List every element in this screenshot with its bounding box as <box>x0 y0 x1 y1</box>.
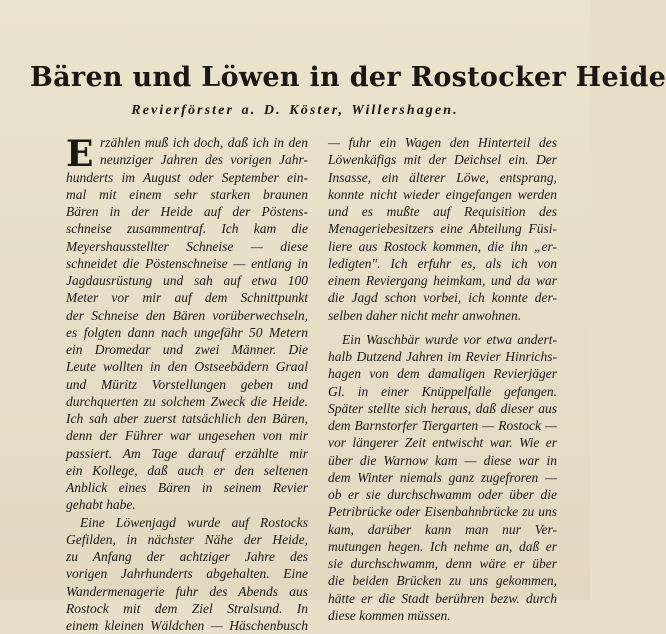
text-line: Anblick eines Bären in seinem Revier <box>66 480 308 495</box>
text-line: kam, darüber kann man nur Ver- <box>328 521 557 537</box>
text-line: und es mußte auf Requisition des <box>328 204 557 219</box>
text-line: passiert. Am Tage darauf erzählte mir <box>66 445 308 461</box>
text-line: einem kleinen Wäldchen — Häschenbusch <box>66 618 308 633</box>
text-line: und Müritz Vorstellungen geben und <box>66 376 308 392</box>
text-line: diese kommen müssen. <box>328 607 451 623</box>
text-line: vor längerer Zeit entwischt war. Wie er <box>328 435 557 451</box>
right-column <box>328 134 557 624</box>
text-line: Meter vor mir auf dem Schnittpunkt <box>66 290 308 306</box>
text-line: sie durchschwamm, denn wäre er über <box>328 556 557 571</box>
text-line: Insasse, ein älterer Löwe, entsprang, <box>328 169 557 185</box>
text-line: schneidet die Pöstenschneise — entlang in <box>66 255 308 271</box>
text-line: denn der Führer war ungesehen von mir <box>66 428 308 444</box>
text-line: konnte nicht wieder eingefangen werden <box>328 186 557 202</box>
text-line: Eine Löwenjagd wurde auf Rostocks <box>80 514 308 530</box>
text-line: schneise zusammentraf. Ich kam die <box>66 221 308 237</box>
text-line: Leute wollten in den Ostseebädern Graal <box>66 359 308 375</box>
text-line: mutungen hegen. Ich nehme an, daß er <box>328 538 557 554</box>
text-line: Wandermenagerie fuhr des Abends aus <box>66 583 308 599</box>
text-line: Ein Waschbär wurde vor etwa andert- <box>342 331 557 347</box>
text-line: durchquerten zu solchem Zweck die Heide. <box>66 393 308 409</box>
text-line: gehabt habe. <box>66 497 136 513</box>
text-line: ein Kollege, daß auch er den seltenen <box>66 462 308 478</box>
text-line: Bären in der Heide auf der Pöstens- <box>66 204 308 219</box>
text-line: Menageriebesitzers eine Abteilung Füsi- <box>328 221 557 237</box>
text-line: rzählen muß ich doch, daß ich in den <box>100 135 308 150</box>
text-line: Meyershausstellter Schneise — diese <box>66 238 308 254</box>
text-line: dem Winter niemals ganz zugefroren — <box>328 469 557 485</box>
text-line: Petribrücke oder Eisenbahnbrücke zu uns <box>328 504 557 520</box>
text-line: ledigten". Ich erfuhr es, als ich von <box>328 255 557 271</box>
text-line: Rostock mit dem Ziel Stralsund. In <box>66 600 308 616</box>
text-line: Löwenkäfigs mit der Deichsel ein. Der <box>328 152 557 168</box>
text-line: selben daher nicht mehr anwohnen. <box>328 307 522 323</box>
text-line: vorigen Jahrhunderts abgehalten. Eine <box>66 566 308 582</box>
paragraph-gap <box>328 324 557 331</box>
text-line: mal mit einem sehr starken braunen <box>66 186 308 202</box>
text-line: die Jagd schon vorbei, ich konnte der- <box>328 290 557 306</box>
text-line: Gl. in einer Knüppelfalle gefangen. <box>328 383 557 399</box>
text-line: halb Dutzend Jahren im Revier Hinrichs- <box>328 349 557 364</box>
text-line: Später stellte sich heraus, daß dieser aus <box>328 400 557 416</box>
text-line: liere aus Rostock kommen, die ihn „er- <box>328 238 557 254</box>
text-line: zu Anfang der achtziger Jahre des <box>66 549 308 564</box>
text-line: einem Reviergang heimkam, und da war <box>328 273 557 288</box>
text-line: über die Warnow kam — diese war in <box>328 452 557 468</box>
text-line: hagen von dem damaligen Revierjäger <box>328 366 557 382</box>
drop-cap: E <box>66 133 94 175</box>
article-title: Bären und Löwen in der Rostocker Heide <box>30 62 666 93</box>
left-column <box>66 134 308 634</box>
text-line: Ich sah aber zuerst tatsächlich den Bären, <box>66 411 308 426</box>
text-line: hunderts im August oder September ein- <box>66 169 308 185</box>
text-line: Gefilden, in nächster Nähe der Heide, <box>66 531 308 547</box>
text-line: Jagdausrüstung und sah auf etwa 100 <box>66 273 308 288</box>
text-line: ein Dromedar und zwei Männer. Die <box>66 342 308 357</box>
text-line: ob er sie durchschwamm oder über die <box>328 487 557 502</box>
text-line: hätte er die Stadt berühren bezw. durch <box>328 590 557 606</box>
text-line: — fuhr ein Wagen den Hinterteil des <box>328 135 557 150</box>
text-line: dem Barnstorfer Tiergarten — Rostock — <box>328 418 557 433</box>
text-line: es folgten dann nach ungefähr 50 Metern <box>66 324 308 340</box>
article-byline: Revierförster a. D. Köster, Willershagen. <box>131 103 459 118</box>
text-line: die beiden Brücken zu uns gekommen, <box>328 573 557 589</box>
text-line: der Schneise den Bären vorüberwechseln, <box>66 307 308 323</box>
text-line: neunziger Jahren des vorigen Jahr- <box>100 152 308 168</box>
